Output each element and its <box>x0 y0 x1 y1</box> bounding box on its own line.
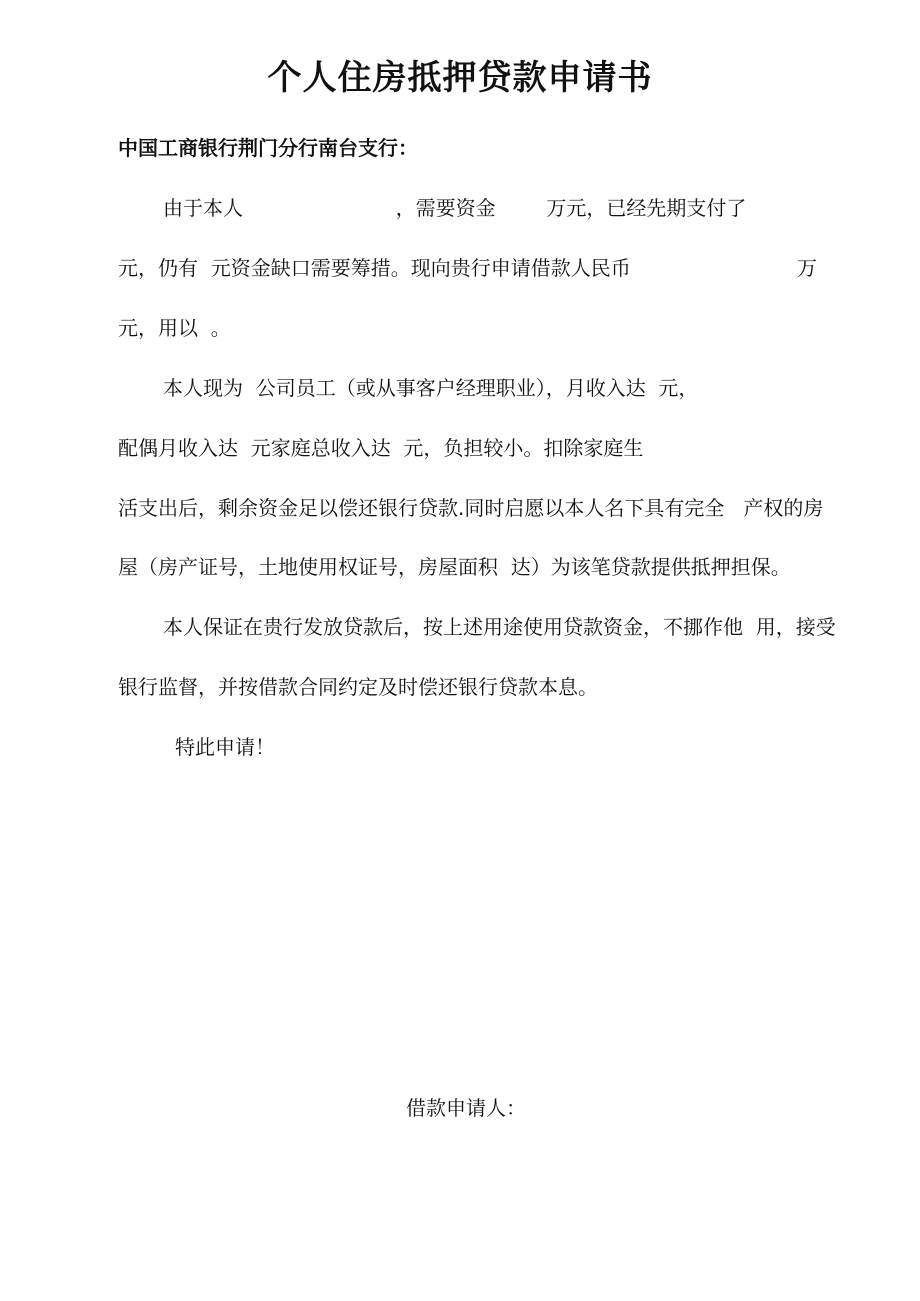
paragraph1-line1: 由于本人 ，需要资金 万元，已经先期支付了 <box>163 196 747 220</box>
paragraph2-line1: 本人现为 公司员工（或从事客户经理职业），月收入达 元， <box>163 376 699 400</box>
addressee: 中国工商银行荆门分行南台支行： <box>118 136 418 160</box>
paragraph1-line2: 元，仍有 元资金缺口需要筹措。现向贵行申请借款人民币 <box>118 256 631 280</box>
paragraph1-line3: 元，用以 。 <box>118 316 231 340</box>
paragraph1-line2-tail: 万 <box>797 256 817 280</box>
document-title: 个人住房抵押贷款申请书 <box>267 58 653 98</box>
paragraph2-line4: 屋（房产证号，土地使用权证号，房屋面积 达）为该笔贷款提供抵押担保。 <box>118 555 791 579</box>
paragraph2-line2: 配偶月收入达 元家庭总收入达 元，负担较小。扣除家庭生 <box>118 436 644 460</box>
signature-label: 借款申请人： <box>406 1096 526 1120</box>
paragraph3-line2: 银行监督，并按借款合同约定及时偿还银行贷款本息。 <box>118 675 598 699</box>
paragraph2-line3: 活支出后，剩余资金足以偿还银行贷款.同时启愿以本人名下具有完全 产权的房 <box>118 496 824 520</box>
paragraph3-line1: 本人保证在贵行发放贷款后，按上述用途使用贷款资金，不挪作他 用，接受 <box>163 615 836 639</box>
closing-statement: 特此申请！ <box>175 735 275 759</box>
